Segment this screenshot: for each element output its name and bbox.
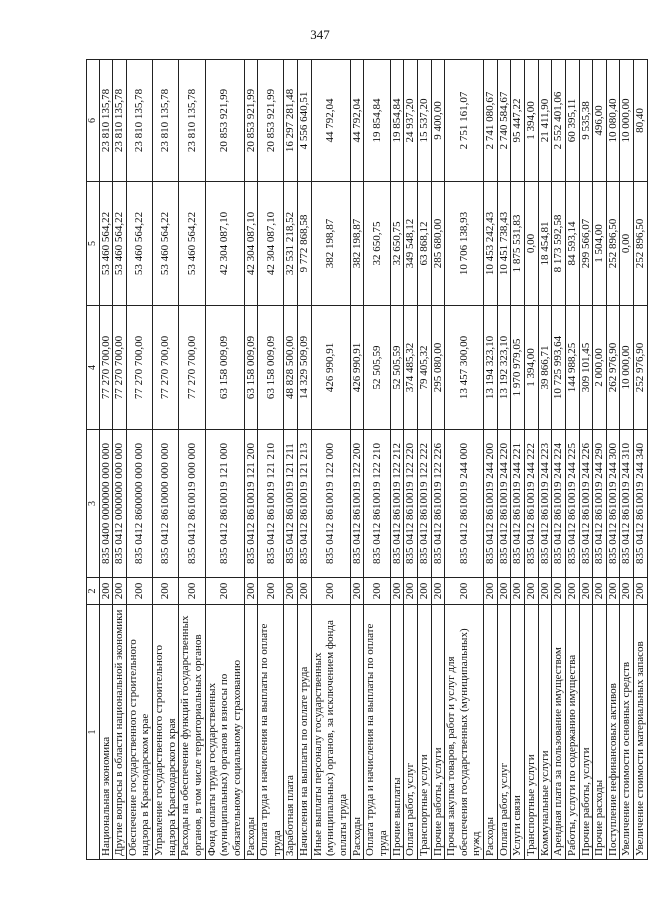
- row-value-6: 4 556 640,51: [298, 60, 312, 182]
- row-column-2: 200: [511, 578, 525, 605]
- row-column-2: 200: [417, 578, 431, 605]
- row-value-5: 10 706 138,93: [445, 182, 484, 306]
- row-value-5: 84 593,14: [565, 182, 579, 306]
- row-value-6: 19 854,84: [390, 60, 404, 182]
- row-value-5: 0,00: [620, 182, 634, 306]
- table-row: [258, 60, 284, 860]
- row-code: 835 0412 8610019 244 340: [634, 430, 648, 578]
- table-row: [593, 60, 607, 860]
- row-value-4: 309 101,45: [579, 306, 593, 430]
- table-row: [579, 60, 593, 860]
- row-value-5: 299 566,07: [579, 182, 593, 306]
- row-column-2: 200: [579, 578, 593, 605]
- row-value-5: 252 896,50: [606, 182, 620, 306]
- table-row: [497, 60, 511, 860]
- row-value-5: 32 650,75: [364, 182, 390, 306]
- row-column-2: 200: [350, 578, 364, 605]
- row-column-2: 200: [525, 578, 539, 605]
- row-name: Заработная плата: [284, 605, 298, 860]
- row-value-5: 53 460 564,22: [113, 182, 127, 306]
- table-row: [99, 60, 113, 860]
- row-column-2: 200: [431, 578, 445, 605]
- row-code: 835 0412 8610019 244 290: [593, 430, 607, 578]
- row-code: 835 0412 8610019 121 000: [205, 430, 244, 578]
- row-value-5: 1 504,00: [593, 182, 607, 306]
- row-code: 835 0412 8610019 244 222: [525, 430, 539, 578]
- row-value-5: 53 460 564,22: [153, 182, 179, 306]
- table-row: [153, 60, 179, 860]
- table-row: [445, 60, 484, 860]
- row-column-2: 200: [364, 578, 390, 605]
- table-row: [525, 60, 539, 860]
- row-value-6: 23 810 135,78: [179, 60, 205, 182]
- row-code: 835 0412 8610019 121 213: [298, 430, 312, 578]
- row-value-4: 63 158 009,09: [244, 306, 258, 430]
- row-name: Услуги связи: [511, 605, 525, 860]
- row-value-6: 23 810 135,78: [99, 60, 113, 182]
- row-value-4: 144 988,25: [565, 306, 579, 430]
- row-column-2: 200: [552, 578, 566, 605]
- row-value-4: 374 485,32: [404, 306, 418, 430]
- row-name: Управление государственного строительного надзора Краснодарского края: [153, 605, 179, 860]
- row-code: 835 0412 8610019 121 211: [284, 430, 298, 578]
- row-value-6: 80,40: [634, 60, 648, 182]
- row-code: 835 0412 8610019 244 310: [620, 430, 634, 578]
- row-column-2: 200: [404, 578, 418, 605]
- row-value-5: 53 460 564,22: [179, 182, 205, 306]
- table-row: [284, 60, 298, 860]
- budget-table: [86, 59, 648, 860]
- table-row: [364, 60, 390, 860]
- row-value-5: 53 460 564,22: [126, 182, 152, 306]
- table-row: [390, 60, 404, 860]
- row-column-2: 200: [497, 578, 511, 605]
- table-row: [298, 60, 312, 860]
- row-code: 835 0412 8610019 244 220: [497, 430, 511, 578]
- row-column-2: 200: [311, 578, 350, 605]
- row-value-4: 52 505,59: [390, 306, 404, 430]
- table-row: [606, 60, 620, 860]
- row-value-6: 2 740 584,67: [497, 60, 511, 182]
- row-name: Увеличение стоимости материальных запасов: [634, 605, 648, 860]
- row-column-2: 200: [634, 578, 648, 605]
- row-column-2: 200: [179, 578, 205, 605]
- table-row: [431, 60, 445, 860]
- row-name: Начисления на выплаты по оплате труда: [298, 605, 312, 860]
- table-row: [565, 60, 579, 860]
- row-code: 835 0412 8610019 122 212: [390, 430, 404, 578]
- row-name: Прочие выплаты: [390, 605, 404, 860]
- row-value-6: 10 080,40: [606, 60, 620, 182]
- row-code: 835 0412 8610019 122 210: [364, 430, 390, 578]
- row-column-2: 200: [126, 578, 152, 605]
- row-name: Поступление нефинансовых активов: [606, 605, 620, 860]
- row-value-5: 53 460 564,22: [99, 182, 113, 306]
- row-code: 835 0412 8610019 121 200: [244, 430, 258, 578]
- row-code: 835 0412 8600000 000 000: [126, 430, 152, 578]
- row-value-4: 79 405,32: [417, 306, 431, 430]
- header-cell-1: 1: [87, 605, 100, 860]
- row-name: Работы, услуги по содержанию имущества: [565, 605, 579, 860]
- row-value-4: 52 505,59: [364, 306, 390, 430]
- row-value-6: 24 937,20: [404, 60, 418, 182]
- row-column-2: 200: [620, 578, 634, 605]
- row-value-6: 16 297 281,48: [284, 60, 298, 182]
- row-code: 835 0412 0000000 000 000: [113, 430, 127, 578]
- row-value-5: 382 198,87: [311, 182, 350, 306]
- table-row: [538, 60, 552, 860]
- table-row: [511, 60, 525, 860]
- row-value-4: 39 866,71: [538, 306, 552, 430]
- row-value-5: 10 453 242,43: [484, 182, 498, 306]
- row-name: Коммунальные услуги: [538, 605, 552, 860]
- page-number: 347: [310, 27, 330, 42]
- table-row: [113, 60, 127, 860]
- row-name: Другие вопросы в области национальной экономики: [113, 605, 127, 860]
- row-name: Фонд оплаты труда государственных (муниципальных) органов и взносы по обязательному социальному страхованию: [205, 605, 244, 860]
- table-row: [311, 60, 350, 860]
- row-code: 835 0412 8610019 244 200: [484, 430, 498, 578]
- row-value-5: 349 548,12: [404, 182, 418, 306]
- row-code: 835 0412 8610019 244 223: [538, 430, 552, 578]
- row-name: Иные выплаты персоналу государственных (муниципальных) органов, за исключением фонда оплаты труда: [311, 605, 350, 860]
- table-header-row: [87, 60, 100, 860]
- row-value-5: 0,00: [525, 182, 539, 306]
- row-value-4: 1 970 979,05: [511, 306, 525, 430]
- row-value-5: 382 198,87: [350, 182, 364, 306]
- row-name: Расходы: [484, 605, 498, 860]
- table-row: [417, 60, 431, 860]
- row-name: Оплата труда и начисления на выплаты по оплате труда: [258, 605, 284, 860]
- row-value-6: 23 810 135,78: [126, 60, 152, 182]
- row-column-2: 200: [484, 578, 498, 605]
- table-row: [484, 60, 498, 860]
- table-row: [179, 60, 205, 860]
- row-code: 835 0412 8610019 244 221: [511, 430, 525, 578]
- row-value-5: 10 451 738,43: [497, 182, 511, 306]
- row-value-4: 10 725 993,64: [552, 306, 566, 430]
- row-value-6: 20 853 921,99: [244, 60, 258, 182]
- table-row: [244, 60, 258, 860]
- header-cell-2: 2: [87, 578, 100, 605]
- row-code: 835 0412 8610019 122 222: [417, 430, 431, 578]
- row-value-4: 48 828 500,00: [284, 306, 298, 430]
- row-column-2: 200: [153, 578, 179, 605]
- row-value-4: 77 270 700,00: [153, 306, 179, 430]
- row-value-5: 32 650,75: [390, 182, 404, 306]
- row-column-2: 200: [284, 578, 298, 605]
- row-code: 835 0412 8610019 244 226: [579, 430, 593, 578]
- row-name: Прочие расходы: [593, 605, 607, 860]
- row-value-4: 295 080,00: [431, 306, 445, 430]
- row-code: 835 0412 8610019 244 224: [552, 430, 566, 578]
- row-value-5: 42 304 087,10: [205, 182, 244, 306]
- row-value-6: 23 810 135,78: [153, 60, 179, 182]
- row-code: 835 0400 0000000 000 000: [99, 430, 113, 578]
- row-name: Расходы на обеспечение функций государственных органов, в том числе территориальных органов: [179, 605, 205, 860]
- row-value-4: 262 976,90: [606, 306, 620, 430]
- row-value-6: 95 447,22: [511, 60, 525, 182]
- row-value-4: 77 270 700,00: [126, 306, 152, 430]
- row-value-4: 10 000,00: [620, 306, 634, 430]
- header-cell-3: 3: [87, 430, 100, 578]
- row-code: 835 0412 8610019 122 000: [311, 430, 350, 578]
- row-value-6: 15 537,20: [417, 60, 431, 182]
- row-value-4: 77 270 700,00: [99, 306, 113, 430]
- row-name: Оплата труда и начисления на выплаты по оплате труда: [364, 605, 390, 860]
- row-value-6: 496,00: [593, 60, 607, 182]
- row-name: Увеличение стоимости основных средств: [620, 605, 634, 860]
- row-name: Оплата работ, услуг: [404, 605, 418, 860]
- table-row: [205, 60, 244, 860]
- row-value-6: 20 853 921,99: [205, 60, 244, 182]
- row-code: 835 0412 8610019 122 200: [350, 430, 364, 578]
- row-value-5: 8 173 592,58: [552, 182, 566, 306]
- row-value-4: 426 990,91: [311, 306, 350, 430]
- row-value-6: 19 854,84: [364, 60, 390, 182]
- row-value-5: 42 304 087,10: [258, 182, 284, 306]
- rotated-table-container: [86, 60, 647, 860]
- row-column-2: 200: [298, 578, 312, 605]
- row-value-6: 60 395,11: [565, 60, 579, 182]
- row-value-4: 1 394,00: [525, 306, 539, 430]
- row-value-5: 32 531 218,52: [284, 182, 298, 306]
- row-value-4: 426 990,91: [350, 306, 364, 430]
- row-name: Расходы: [244, 605, 258, 860]
- row-code: 835 0412 8610019 244 300: [606, 430, 620, 578]
- row-value-4: 252 976,90: [634, 306, 648, 430]
- row-column-2: 200: [593, 578, 607, 605]
- row-column-2: 200: [99, 578, 113, 605]
- table-row: [620, 60, 634, 860]
- row-value-6: 44 792,04: [350, 60, 364, 182]
- row-value-6: 9 400,00: [431, 60, 445, 182]
- row-value-5: 252 896,50: [634, 182, 648, 306]
- row-value-4: 13 457 300,00: [445, 306, 484, 430]
- table-row: [350, 60, 364, 860]
- row-name: Арендная плата за пользование имуществом: [552, 605, 566, 860]
- row-value-6: 1 394,00: [525, 60, 539, 182]
- row-value-6: 20 853 921,99: [258, 60, 284, 182]
- row-code: 835 0412 8610019 244 000: [445, 430, 484, 578]
- row-name: Прочие работы, услуги: [579, 605, 593, 860]
- row-name: Прочие работы, услуги: [431, 605, 445, 860]
- header-cell-5: 5: [87, 182, 100, 306]
- row-column-2: 200: [258, 578, 284, 605]
- row-column-2: 200: [606, 578, 620, 605]
- row-value-5: 1 875 531,83: [511, 182, 525, 306]
- row-value-4: 13 194 323,10: [484, 306, 498, 430]
- table-row: [404, 60, 418, 860]
- row-value-4: 13 192 323,10: [497, 306, 511, 430]
- row-value-4: 2 000,00: [593, 306, 607, 430]
- row-column-2: 200: [390, 578, 404, 605]
- row-value-5: 285 680,00: [431, 182, 445, 306]
- table-row: [126, 60, 152, 860]
- row-value-6: 23 810 135,78: [113, 60, 127, 182]
- row-column-2: 200: [205, 578, 244, 605]
- row-code: 835 0412 8610019 122 220: [404, 430, 418, 578]
- row-value-6: 44 792,04: [311, 60, 350, 182]
- row-value-4: 77 270 700,00: [179, 306, 205, 430]
- row-column-2: 200: [565, 578, 579, 605]
- row-name: Национальная экономика: [99, 605, 113, 860]
- row-code: 835 0412 8610000 000 000: [153, 430, 179, 578]
- row-name: Расходы: [350, 605, 364, 860]
- row-value-4: 14 329 509,09: [298, 306, 312, 430]
- row-code: 835 0412 8610019 000 000: [179, 430, 205, 578]
- row-value-6: 2 751 161,07: [445, 60, 484, 182]
- header-cell-6: 6: [87, 60, 100, 182]
- row-value-4: 77 270 700,00: [113, 306, 127, 430]
- row-code: 835 0412 8610019 122 226: [431, 430, 445, 578]
- row-value-4: 63 158 009,09: [205, 306, 244, 430]
- row-value-6: 9 535,38: [579, 60, 593, 182]
- row-value-6: 21 411,90: [538, 60, 552, 182]
- row-value-6: 10 000,00: [620, 60, 634, 182]
- header-cell-4: 4: [87, 306, 100, 430]
- row-name: Транспортные услуги: [525, 605, 539, 860]
- row-value-5: 9 772 868,58: [298, 182, 312, 306]
- table-row: [634, 60, 648, 860]
- row-value-5: 42 304 087,10: [244, 182, 258, 306]
- row-value-5: 18 454,81: [538, 182, 552, 306]
- row-value-6: 2 741 080,67: [484, 60, 498, 182]
- row-name: Оплата работ, услуг: [497, 605, 511, 860]
- row-name: Обеспечение государственного строительного надзора в Краснодарском крае: [126, 605, 152, 860]
- row-column-2: 200: [244, 578, 258, 605]
- row-column-2: 200: [445, 578, 484, 605]
- row-code: 835 0412 8610019 121 210: [258, 430, 284, 578]
- row-value-5: 63 868,12: [417, 182, 431, 306]
- row-name: Прочая закупка товаров, работ и услуг для обеспечения государственных (муниципальных) нужд: [445, 605, 484, 860]
- row-value-6: 2 552 401,06: [552, 60, 566, 182]
- table-row: [552, 60, 566, 860]
- row-column-2: 200: [113, 578, 127, 605]
- row-value-4: 63 158 009,09: [258, 306, 284, 430]
- row-code: 835 0412 8610019 244 225: [565, 430, 579, 578]
- row-column-2: 200: [538, 578, 552, 605]
- row-name: Транспортные услуги: [417, 605, 431, 860]
